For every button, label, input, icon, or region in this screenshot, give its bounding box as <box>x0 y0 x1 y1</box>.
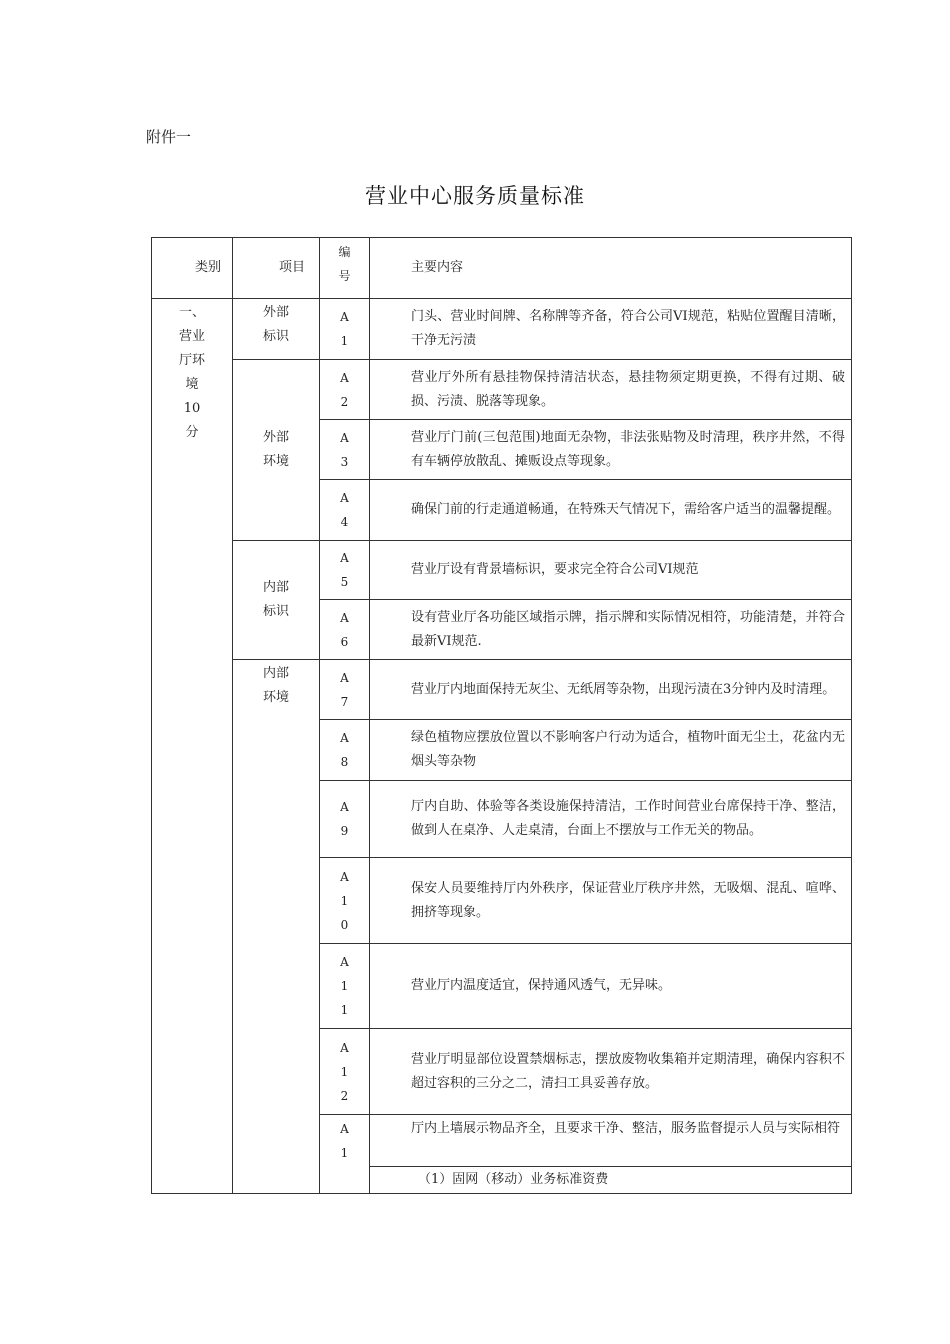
category-cell: 一、 营业 厅环 境 10 分 <box>152 299 233 1194</box>
item-outer-sign: 外部 标识 <box>233 299 320 360</box>
code-a13: A 1 <box>320 1115 370 1194</box>
document-title: 营业中心服务质量标准 <box>365 184 585 208</box>
table-row <box>152 360 852 420</box>
content-a10: 保安人员要维持厅内外秩序，保证营业厅秩序井然，无吸烟、混乱、喧哗、拥挤等现象。 <box>370 858 852 944</box>
content-a5: 营业厅设有背景墙标识，要求完全符合公司VI规范 <box>370 541 852 600</box>
content-a11: 营业厅内温度适宜，保持通风透气，无异味。 <box>370 944 852 1029</box>
code-a11: A 1 1 <box>320 944 370 1029</box>
content-a2: 营业厅外所有悬挂物保持清洁状态，悬挂物须定期更换，不得有过期、破损、污渍、脱落等现象。 <box>370 360 852 420</box>
code-a1: A 1 <box>320 299 370 360</box>
code-a12: A 1 2 <box>320 1029 370 1115</box>
content-a12: 营业厅明显部位设置禁烟标志，摆放废物收集箱并定期清理，确保内容积不超过容积的三分之二，清扫工具妥善存放。 <box>370 1029 852 1115</box>
header-item: 项目 <box>233 238 320 299</box>
code-a3: A 3 <box>320 420 370 480</box>
content-a6: 设有营业厅各功能区域指示牌，指示牌和实际情况相符，功能清楚，并符合最新VI规范. <box>370 600 852 660</box>
code-a5: A 5 <box>320 541 370 600</box>
content-a7: 营业厅内地面保持无灰尘、无纸屑等杂物，出现污渍在3分钟内及时清理。 <box>370 660 852 720</box>
code-a8: A 8 <box>320 720 370 781</box>
footer-row-text: （1）固网（移动）业务标准资费 <box>370 1167 852 1194</box>
table-row <box>152 660 852 720</box>
code-a2: A 2 <box>320 360 370 420</box>
header-category: 类别 <box>152 238 233 299</box>
standards-table <box>151 237 852 1194</box>
table-row <box>152 541 852 600</box>
code-a10: A 1 0 <box>320 858 370 944</box>
item-inner-env: 内部 环境 <box>233 660 320 1194</box>
item-inner-sign: 内部 标识 <box>233 541 320 660</box>
content-a3: 营业厅门前(三包范围)地面无杂物，非法张贴物及时清理，秩序井然，不得有车辆停放散乱、摊贩设点等现象。 <box>370 420 852 480</box>
code-a9: A 9 <box>320 781 370 858</box>
table-header-row <box>152 238 852 299</box>
content-a1: 门头、营业时间牌、名称牌等齐备，符合公司VI规范，粘贴位置醒目清晰，干净无污渍 <box>370 299 852 360</box>
content-a9: 厅内自助、体验等各类设施保持清洁，工作时间营业台席保持干净、整洁，做到人在桌净、人走桌清，台面上不摆放与工作无关的物品。 <box>370 781 852 858</box>
header-code: 编 号 <box>320 238 370 299</box>
item-outer-env: 外部 环境 <box>233 360 320 541</box>
attachment-label: 附件一 <box>146 128 192 146</box>
code-a4: A 4 <box>320 480 370 541</box>
code-a6: A 6 <box>320 600 370 660</box>
code-a7: A 7 <box>320 660 370 720</box>
table-row <box>152 299 852 360</box>
content-a4: 确保门前的行走通道畅通，在特殊天气情况下，需给客户适当的温馨提醒。 <box>370 480 852 541</box>
header-content: 主要内容 <box>370 238 852 299</box>
content-a8: 绿色植物应摆放位置以不影响客户行动为适合，植物叶面无尘土，花盆内无烟头等杂物 <box>370 720 852 781</box>
content-a13: 厅内上墙展示物品齐全，且要求干净、整洁，服务监督提示人员与实际相符 <box>370 1115 852 1167</box>
